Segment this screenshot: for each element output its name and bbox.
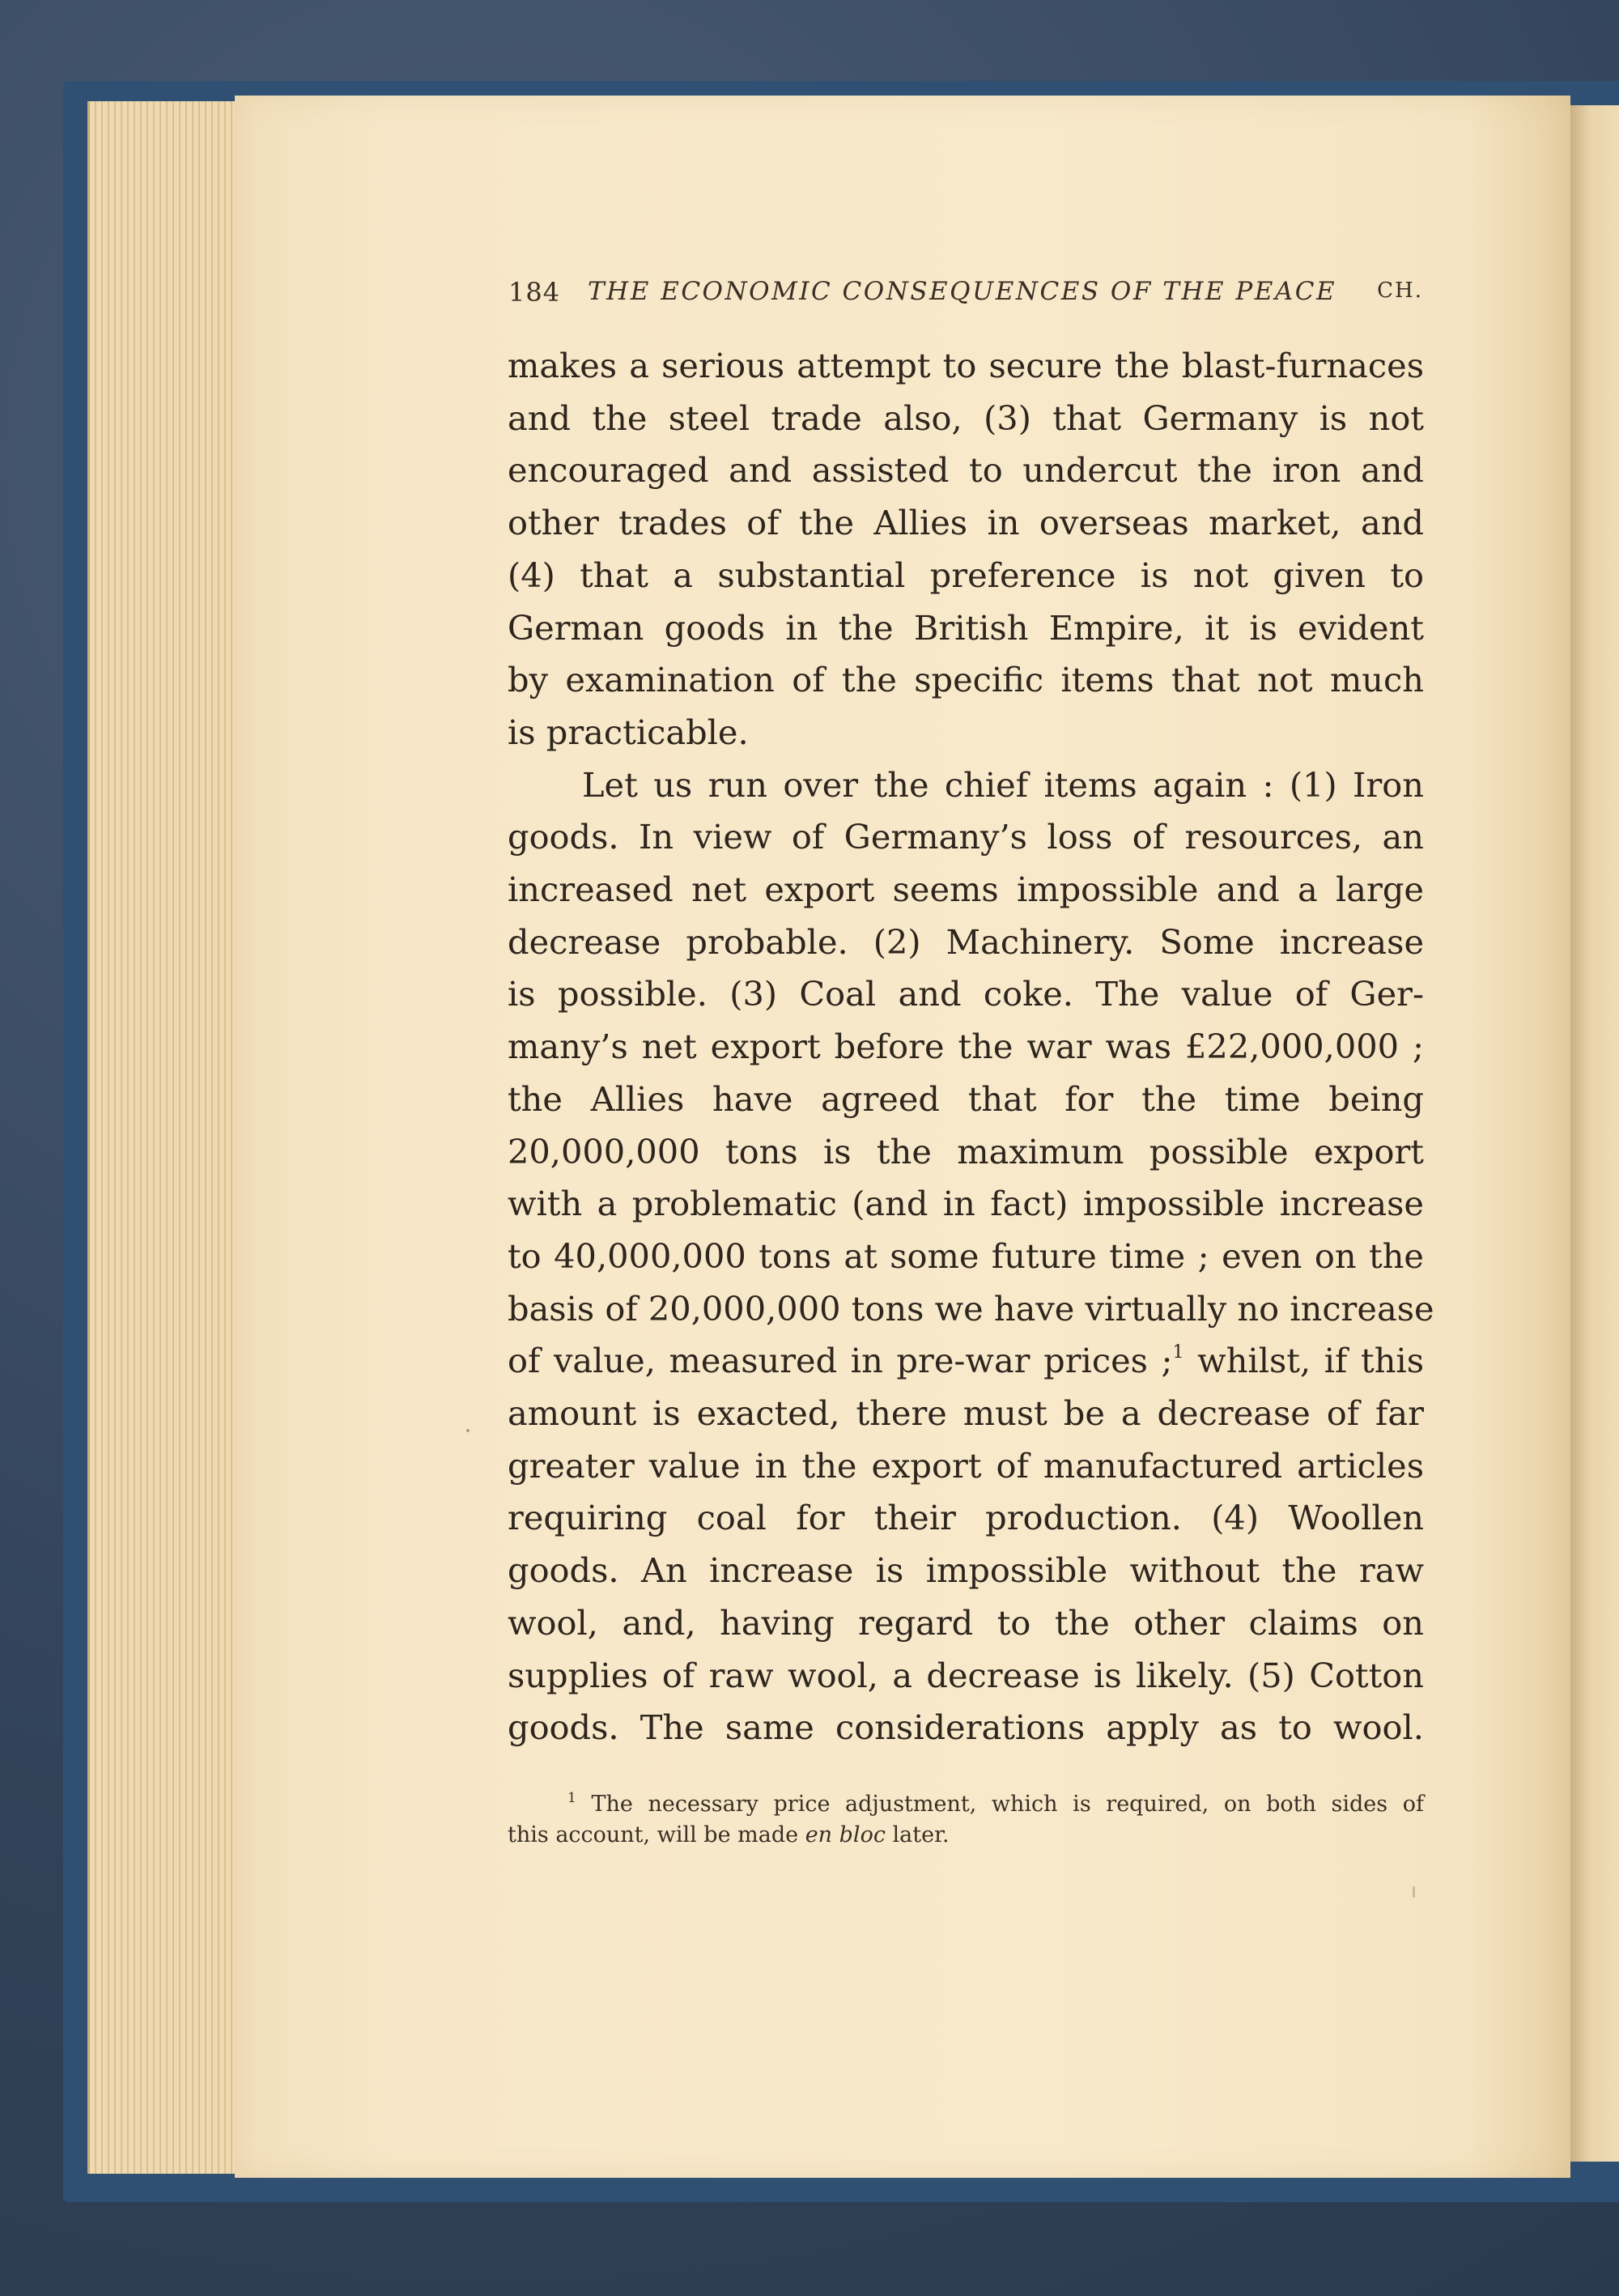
page-stack-edge bbox=[87, 101, 244, 2174]
text-line: many’s net export before the war was £22,000,000 ; bbox=[508, 1027, 1424, 1067]
text-line: Let us run over the chief items again : (1) Iron bbox=[582, 764, 1424, 805]
footnote-text: this account, will be made bbox=[508, 1822, 805, 1847]
running-head-title: THE ECONOMIC CONSEQUENCES OF THE PEACE bbox=[588, 277, 1337, 306]
text-line: other trades of the Allies in overseas market, and bbox=[508, 503, 1424, 543]
footnote-line bbox=[508, 1789, 1424, 1820]
footnote-marker: 1 bbox=[567, 1790, 576, 1806]
paragraph-2 bbox=[508, 759, 1434, 1754]
footnote-italic-text: en bloc bbox=[805, 1822, 886, 1847]
text-line: to 40,000,000 tons at some future time ; even on the bbox=[508, 1235, 1424, 1276]
page-number: 184 bbox=[508, 277, 561, 308]
text-line: by examination of the specific items that not much bbox=[508, 660, 1424, 700]
text-line: decrease probable. (2) Machinery. Some increase bbox=[508, 921, 1424, 962]
chapter-abbrev: CH. bbox=[1377, 278, 1423, 303]
text-line: encouraged and assisted to undercut the iron and bbox=[508, 450, 1424, 491]
footnote-line bbox=[508, 1820, 1424, 1851]
text-line: German goods in the British Empire, it is evident bbox=[508, 607, 1424, 648]
paper-speck bbox=[466, 1429, 470, 1432]
text-line-with-note bbox=[508, 1335, 1424, 1388]
text-line: goods. An increase is impossible without the raw bbox=[508, 1550, 1424, 1591]
footnote bbox=[508, 1789, 1424, 1851]
footnote-text: later. bbox=[885, 1822, 950, 1847]
text-line: increased net export seems impossible and a large bbox=[508, 870, 1424, 910]
text-line: with a problematic (and in fact) impossible increase bbox=[508, 1184, 1424, 1224]
text-line: (4) that a substantial preference is not given to bbox=[508, 555, 1424, 595]
text-line: wool, and, having regard to the other claims on bbox=[508, 1602, 1424, 1643]
text-line: makes a serious attempt to secure the blast-furnaces bbox=[508, 346, 1424, 385]
footnote-reference: 1 bbox=[1172, 1342, 1184, 1363]
text-line: the Allies have agreed that for the time being bbox=[508, 1078, 1424, 1119]
text-line: is possible. (3) Coal and coke. The value of Ger- bbox=[508, 974, 1424, 1014]
text-line: and the steel trade also, (3) that Germany is not bbox=[508, 398, 1424, 438]
paragraph-1 bbox=[508, 340, 1424, 759]
body-text bbox=[508, 340, 1434, 1754]
text-line: basis of 20,000,000 tons we have virtually no increase bbox=[508, 1288, 1434, 1329]
text-line: 20,000,000 tons is the maximum possible export bbox=[508, 1131, 1424, 1171]
text-fragment: whilst, if this bbox=[1183, 1341, 1424, 1381]
text-line: supplies of raw wool, a decrease is likely. (5) Cotton bbox=[508, 1655, 1424, 1695]
facing-page-edge bbox=[1570, 105, 1619, 2162]
text-line: greater value in the export of manufactured articles bbox=[508, 1445, 1424, 1486]
text-line: is practicable. bbox=[508, 712, 749, 752]
text-line: amount is exacted, there must be a decrease of far bbox=[508, 1393, 1424, 1434]
text-line: requiring coal for their production. (4) Woollen bbox=[508, 1498, 1424, 1538]
running-head bbox=[508, 277, 1423, 317]
footnote-text: The necessary price adjustment, which is required, on both sides of bbox=[591, 1792, 1424, 1817]
text-fragment: of value, measured in pre-war prices ; bbox=[508, 1341, 1173, 1381]
paper-speck bbox=[1413, 1886, 1415, 1898]
text-line: goods. The same considerations apply as to wool. bbox=[508, 1707, 1424, 1748]
text-line: goods. In view of Germany’s loss of resources, an bbox=[508, 817, 1424, 857]
